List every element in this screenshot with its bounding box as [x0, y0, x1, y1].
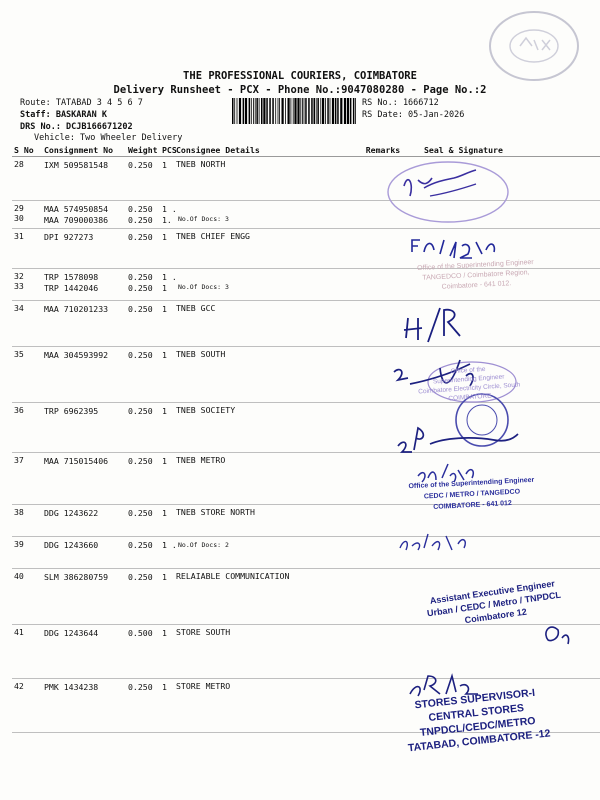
cell-seal-signature: [410, 569, 600, 625]
runsheet-table: [12, 144, 600, 733]
consignment-number: MAA 304593992: [44, 350, 109, 360]
table-row: [12, 157, 600, 201]
cell-weight: [126, 625, 160, 679]
cell-sno: 36: [12, 403, 42, 453]
cell-pcs: [160, 229, 174, 269]
table-row: [12, 453, 600, 505]
table-row: [12, 679, 600, 733]
cell-remarks: [356, 157, 410, 201]
cell-seal-signature: [410, 505, 600, 537]
cell-remarks: [356, 229, 410, 269]
consignee-name: TNEB SOCIETY: [176, 405, 236, 415]
weight-value: 0.250: [128, 272, 153, 282]
cell-sno: 35: [12, 347, 42, 403]
weight-value: 0.250: [128, 160, 153, 170]
table-header-row: [12, 144, 600, 157]
cell-seal-signature: [410, 269, 600, 301]
cell-seal-signature: [410, 347, 600, 403]
col-seal-signature: Seal & Signature: [410, 144, 600, 157]
cell-pcs: [160, 625, 174, 679]
cell-pcs: [160, 569, 174, 625]
consignment-number: MAA 715015406: [44, 456, 109, 466]
cell-weight: [126, 229, 160, 269]
cell-consignee: [174, 269, 356, 301]
cell-seal-signature: [410, 403, 600, 453]
cell-remarks: [356, 569, 410, 625]
pcs-value: 1: [162, 572, 167, 582]
pcs-value: 1: [162, 628, 167, 638]
consignee-name: STORE SOUTH: [176, 627, 231, 637]
consignment-number: SLM 386280759: [44, 572, 109, 582]
row-31-seal: Office of the Superintending Engineer TANGEDCO / Coimbatore Region, Coimbatore - 641 012.: [417, 258, 534, 291]
consignee-name: TNEB STORE NORTH: [176, 507, 255, 517]
cell-weight: [126, 157, 160, 201]
consignment-number: MAA 710201233: [44, 304, 109, 314]
staff-label: Staff: BASKARAN K: [20, 110, 107, 120]
pcs-value: 1: [162, 283, 167, 293]
cell-no: [42, 453, 126, 505]
consignee-name: TNEB NORTH: [176, 159, 226, 169]
route-label: Route: TATABAD 3 4 5 6 7: [20, 98, 143, 108]
cell-no: [42, 229, 126, 269]
cell-seal-signature: [410, 229, 600, 269]
cell-pcs: [160, 301, 174, 347]
cell-seal-signature: [410, 453, 600, 505]
row-40-seal: Assistant Executive Engineer Urban / CEDC / Metro / TNPDCL Coimbatore 12: [426, 578, 562, 626]
cell-no: [42, 625, 126, 679]
cell-pcs: [160, 505, 174, 537]
cell-remarks: [356, 403, 410, 453]
pcs-value: 1 .: [162, 272, 177, 282]
table-row: [12, 269, 600, 301]
weight-value: 0.250: [128, 350, 153, 360]
consignee-name: STORE METRO: [176, 681, 231, 691]
table-row: [12, 301, 600, 347]
cell-pcs: [160, 157, 174, 201]
cell-sno: 32 33: [12, 269, 42, 301]
weight-value: 0.250: [128, 508, 153, 518]
cell-weight: [126, 453, 160, 505]
weight-value: 0.250: [128, 215, 153, 225]
cell-no: [42, 537, 126, 569]
consignee-name: RELAIABLE COMMUNICATION: [176, 571, 290, 581]
cell-consignee: [174, 679, 356, 733]
consignment-number: TRP 6962395: [44, 406, 99, 416]
cell-sno: 28: [12, 157, 42, 201]
pcs-value: 1: [162, 406, 167, 416]
table-row: [12, 569, 600, 625]
row-35-seal: Office of the Superintending Engineer Coimbatore Electricity Circle, South COIMBATORE: [418, 365, 521, 403]
cell-consignee: [174, 403, 356, 453]
pcs-value: 1 .: [162, 204, 177, 214]
col-consignment: Consignment No: [42, 144, 126, 157]
table-row: [12, 537, 600, 569]
pcs-value: 1: [162, 682, 167, 692]
weight-value: 0.250: [128, 283, 153, 293]
col-consignee: Consignee Details: [174, 144, 356, 157]
docs-count: No.Of Docs: 2: [178, 541, 229, 549]
row-42-seal: STORES SUPERVISOR-I CENTRAL STORES TNPDCL/CEDC/METRO TATABAD, COIMBATORE -12: [407, 686, 551, 755]
cell-no: [42, 347, 126, 403]
weight-value: 0.250: [128, 204, 153, 214]
weight-value: 0.250: [128, 456, 153, 466]
cell-remarks: [356, 505, 410, 537]
cell-seal-signature: [410, 537, 600, 569]
cell-pcs: [160, 269, 177, 301]
docs-count: No.Of Docs: 3: [178, 283, 229, 291]
cell-consignee: [174, 157, 356, 201]
cell-no: [42, 269, 126, 301]
cell-pcs: [160, 679, 174, 733]
consignment-number: DDG 1243644: [44, 628, 99, 638]
cell-weight: [126, 505, 160, 537]
drs-number: DRS No.: DCJB166671202: [20, 122, 133, 132]
cell-remarks: [356, 625, 410, 679]
table-row: [12, 347, 600, 403]
cell-sno: 29 30: [12, 201, 42, 229]
cell-weight: [126, 201, 160, 229]
cell-seal-signature: [410, 157, 600, 201]
cell-consignee: [174, 347, 356, 403]
col-remarks: Remarks: [356, 144, 410, 157]
cell-consignee: [174, 301, 356, 347]
weight-value: 0.250: [128, 540, 153, 550]
cell-consignee: [174, 453, 356, 505]
cell-pcs: [160, 403, 174, 453]
table-row: [12, 229, 600, 269]
cell-consignee: [174, 229, 356, 269]
cell-pcs: [160, 201, 177, 229]
cell-weight: [126, 679, 160, 733]
cell-remarks: [356, 347, 410, 403]
consignment-number: TRP 1442046: [44, 283, 99, 293]
pcs-value: 1 .: [162, 540, 177, 550]
cell-pcs: [160, 537, 177, 569]
cell-no: [42, 201, 126, 229]
table-row: [12, 201, 600, 229]
rs-number: RS No.: 1666712: [362, 98, 439, 108]
cell-sno: 37: [12, 453, 42, 505]
consignment-number: MAA 709000386: [44, 215, 109, 225]
weight-value: 0.250: [128, 682, 153, 692]
cell-consignee: [174, 505, 356, 537]
weight-value: 0.250: [128, 304, 153, 314]
consignment-number: PMK 1434238: [44, 682, 99, 692]
table-row: [12, 625, 600, 679]
cell-no: [42, 505, 126, 537]
cell-no: [42, 301, 126, 347]
cell-consignee: [174, 201, 356, 229]
consignment-number: IXM 509581548: [44, 160, 109, 170]
consignment-number: MAA 574950854: [44, 204, 109, 214]
consignee-name: TNEB GCC: [176, 303, 216, 313]
col-pcs: PCS: [162, 145, 177, 155]
cell-remarks: [356, 301, 410, 347]
cell-no: [42, 403, 126, 453]
col-sno: S No: [12, 144, 42, 157]
cell-remarks: [356, 453, 410, 505]
pcs-value: 1: [162, 350, 167, 360]
consignee-name: TNEB METRO: [176, 455, 226, 465]
cell-pcs: [160, 453, 174, 505]
pcs-value: 1.: [162, 215, 172, 225]
weight-value: 0.500: [128, 628, 153, 638]
consignment-number: DDG 1243660: [44, 540, 99, 550]
weight-value: 0.250: [128, 232, 153, 242]
cell-sno: 42: [12, 679, 42, 733]
col-weight: Weight: [126, 144, 160, 157]
cell-sno: 38: [12, 505, 42, 537]
table-row: [12, 505, 600, 537]
cell-sno: 41: [12, 625, 42, 679]
cell-sno: 34: [12, 301, 42, 347]
cell-weight: [126, 537, 160, 569]
rs-date: RS Date: 05-Jan-2026: [362, 110, 465, 120]
docs-count: No.Of Docs: 3: [178, 215, 229, 223]
cell-seal-signature: [410, 201, 600, 229]
company-title: THE PROFESSIONAL COURIERS, COIMBATORE: [183, 70, 417, 82]
cell-remarks: [356, 537, 410, 569]
cell-remarks: [356, 679, 410, 733]
cell-consignee: [174, 625, 356, 679]
cell-no: [42, 157, 126, 201]
cell-seal-signature: [410, 301, 600, 347]
cell-consignee: [174, 537, 356, 569]
cell-pcs: [160, 347, 174, 403]
cell-weight: [126, 347, 160, 403]
table-row: [12, 403, 600, 453]
cell-seal-signature: [410, 625, 600, 679]
cell-no: [42, 679, 126, 733]
cell-remarks: [356, 201, 410, 229]
cell-sno: 39: [12, 537, 42, 569]
cell-weight: [126, 569, 160, 625]
cell-remarks: [356, 269, 410, 301]
cell-seal-signature: [410, 679, 600, 733]
pcs-value: 1: [162, 160, 167, 170]
pcs-value: 1: [162, 232, 167, 242]
pcs-value: 1: [162, 304, 167, 314]
cell-sno: 40: [12, 569, 42, 625]
consignee-name: TNEB CHIEF ENGG: [176, 231, 250, 241]
weight-value: 0.250: [128, 406, 153, 416]
cell-weight: [126, 269, 160, 301]
consignment-number: TRP 1578098: [44, 272, 99, 282]
barcode: [232, 98, 358, 124]
consignment-number: DDG 1243622: [44, 508, 99, 518]
pcs-value: 1: [162, 456, 167, 466]
cell-no: [42, 569, 126, 625]
consignment-number: DPI 927273: [44, 232, 94, 242]
weight-value: 0.250: [128, 572, 153, 582]
cell-sno: 31: [12, 229, 42, 269]
consignee-name: TNEB SOUTH: [176, 349, 226, 359]
cell-weight: [126, 301, 160, 347]
cell-consignee: [174, 569, 356, 625]
vehicle-label: Vehicle: Two Wheeler Delivery: [34, 133, 183, 143]
runsheet-subtitle: Delivery Runsheet - PCX - Phone No.:9047080280 - Page No.:2: [113, 84, 487, 96]
cell-weight: [126, 403, 160, 453]
pcs-value: 1: [162, 508, 167, 518]
row-37-seal: Office of the Superintending Engineer CEDC / METRO / TANGEDCO COIMBATORE - 641 012: [408, 476, 535, 512]
